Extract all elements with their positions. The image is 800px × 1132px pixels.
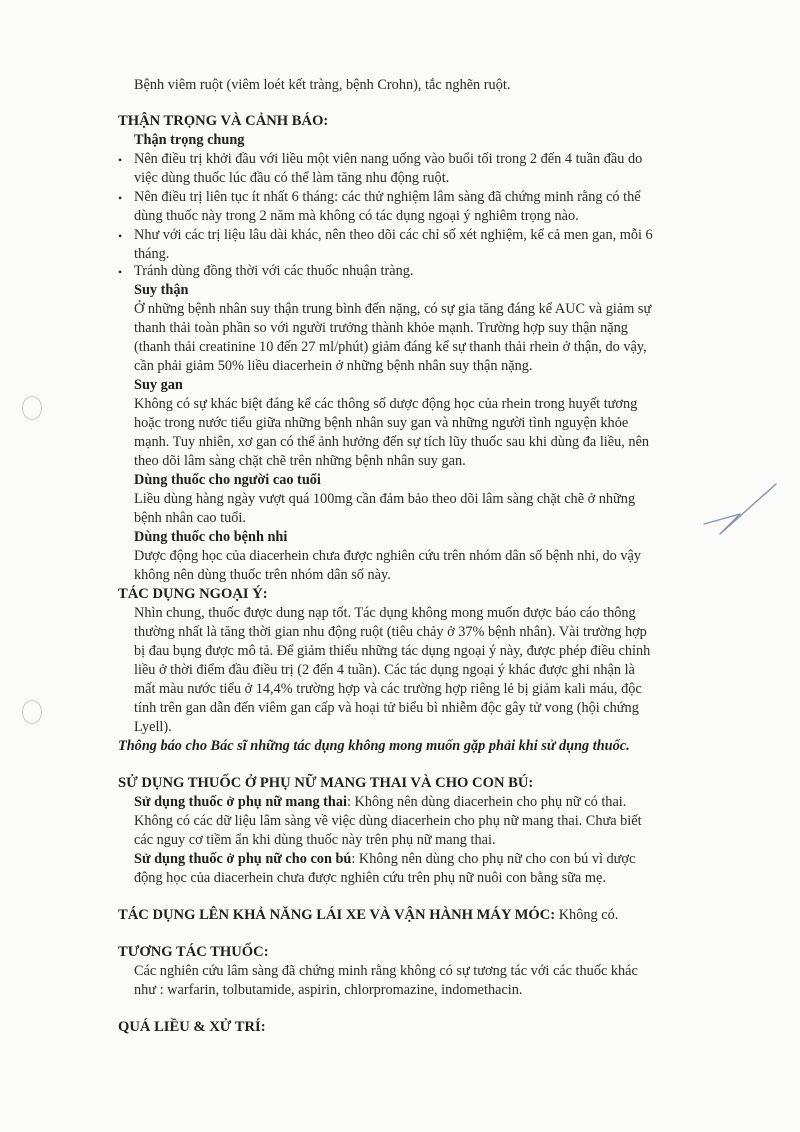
paragraph-line: hoặc trong nước tiểu giữa những bệnh nhân suy gan và những người tình nguyện khỏe (134, 415, 629, 431)
paragraph-line: tính trên gan dẫn đến viêm gan cấp và hoại tử biểu bì nhiễm độc gây tử vong (hội chứng (134, 700, 639, 716)
bullet-text: việc dùng thuốc lúc đầu có thể làm tăng nhu động ruột. (134, 170, 450, 186)
paragraph-line: mạnh. Tuy nhiên, xơ gan có thể ảnh hưởng đến sự tích lũy thuốc sau khi dùng đa liều, nên (134, 434, 650, 450)
section-heading-driving: TÁC DỤNG LÊN KHẢ NĂNG LÁI XE VÀ VẬN HÀNH MÁY MÓC: (118, 907, 556, 923)
paragraph-line: theo dõi lâm sàng chặt chẽ trên những bệnh nhân suy gan. (134, 453, 466, 469)
paragraph-line: thanh thải toàn phần so với người trưởng thành khỏe mạnh. Trường hợp suy thận nặng (134, 320, 628, 336)
paragraph-line: Dược động học của diacerhein chưa được nghiên cứu trên nhóm dân số bệnh nhi, do vậy (134, 548, 642, 564)
contraindication-line: Bệnh viêm ruột (viêm loét kết tràng, bệnh Crohn), tắc nghẽn ruột. (134, 77, 511, 93)
lactation-label: Sử dụng thuốc ở phụ nữ cho con bú (134, 851, 352, 867)
subheading-general: Thận trọng chung (134, 132, 245, 148)
section-heading-interactions: TƯƠNG TÁC THUỐC: (118, 944, 269, 960)
subheading-pediatric: Dùng thuốc cho bệnh nhi (134, 529, 288, 545)
paragraph-line: Không có các dữ liệu lâm sàng về việc dùng diacerhein cho phụ nữ mang thai. Chưa biết (134, 813, 642, 829)
subheading-renal: Suy thận (134, 282, 189, 298)
section-heading-adverse: TÁC DỤNG NGOẠI Ý: (118, 586, 268, 602)
paragraph-line: cần phải giảm 50% liều diacerhein ở những bệnh nhân suy thận nặng. (134, 358, 533, 374)
paragraph-line: không nên dùng thuốc trên nhóm dân số này. (134, 567, 391, 583)
bullet-icon: • (118, 265, 123, 279)
driving-line (118, 906, 618, 925)
bullet-text: tháng. (134, 246, 170, 262)
bullet-text: Tránh dùng đồng thời với các thuốc nhuận tràng. (134, 263, 414, 279)
paragraph-line: Liều dùng hàng ngày vượt quá 100mg cần đảm bảo theo dõi lâm sàng chặt chẽ ở những (134, 491, 636, 507)
bullet-text: Nên điều trị liên tục ít nhất 6 tháng: các thử nghiệm lâm sàng đã chứng minh rằng có thể (134, 189, 641, 205)
bullet-icon: • (118, 153, 123, 167)
subheading-hepatic: Suy gan (134, 377, 183, 393)
adverse-notice: Thông báo cho Bác sĩ những tác dụng không mong muốn gặp phải khi sử dụng thuốc. (118, 738, 630, 754)
paragraph-line: liều ở thời điểm đầu điều trị (2 đến 4 tuần). Các tác dụng ngoại ý khác được ghi nhận là (134, 662, 635, 678)
bullet-text: dùng thuốc này trong 2 năm mà không có tác dụng ngoại ý nghiêm trọng nào. (134, 208, 579, 224)
subheading-elderly: Dùng thuốc cho người cao tuổi (134, 472, 321, 488)
pen-mark-icon (700, 480, 780, 540)
paragraph-line: Không có sự khác biệt đáng kể các thông số dược động học của rhein trong huyết tương (134, 396, 638, 412)
bullet-icon: • (118, 191, 123, 205)
paragraph-line: Nhìn chung, thuốc được dung nạp tốt. Tác dụng không mong muốn được báo cáo thông (134, 605, 636, 621)
paragraph-line: động học của diacerhein chưa được nghiên cứu trên phụ nữ nuôi con bằng sữa mẹ. (134, 870, 606, 886)
paragraph-line: (thanh thải creatinine 10 đến 27 ml/phút) giảm đáng kể sự thanh thải rhein ở thận, do vậy, (134, 339, 647, 355)
section-heading-precautions: THẬN TRỌNG VÀ CẢNH BÁO: (118, 113, 329, 129)
paragraph-line: bị đau bụng được mô tả. Để giảm thiểu những tác dụng ngoại ý này, được phép điều chỉnh (134, 643, 651, 659)
paragraph-line: bệnh nhân cao tuổi. (134, 510, 246, 526)
paragraph-line: Lyell). (134, 719, 172, 735)
paragraph-line: như : warfarin, tolbutamide, aspirin, chlorpromazine, indomethacin. (134, 982, 523, 998)
bullet-text: Nên điều trị khởi đầu với liều một viên nang uống vào buổi tối trong 2 đến 4 tuần đầu do (134, 151, 643, 167)
paragraph-line (134, 850, 635, 869)
paragraph-line (134, 793, 626, 812)
paragraph-line: mất màu nước tiểu ở 14,4% trường hợp và các trường hợp riêng lẻ bị giảm kali máu, độc (134, 681, 642, 697)
paragraph-line: thường nhất là tăng thời gian nhu động ruột (tiêu chảy ở 37% bệnh nhân). Vài trường hợp (134, 624, 647, 640)
pregnancy-label: Sử dụng thuốc ở phụ nữ mang thai (134, 794, 348, 810)
pregnancy-text: : Không nên dùng diacerhein cho phụ nữ có thai. (347, 794, 627, 810)
section-heading-pregnancy: SỬ DỤNG THUỐC Ở PHỤ NỮ MANG THAI VÀ CHO CON BÚ: (118, 775, 534, 791)
bullet-icon: • (118, 229, 123, 243)
punch-hole-icon (22, 700, 42, 724)
paragraph-line: Ở những bệnh nhân suy thận trung bình đến nặng, có sự gia tăng đáng kể AUC và giảm sự (134, 301, 652, 317)
punch-hole-icon (22, 396, 42, 420)
lactation-text: : Không nên dùng cho phụ nữ cho con bú vì dược (351, 851, 636, 867)
paragraph-line: các nguy cơ tiềm ẩn khi dùng thuốc này trên phụ nữ mang thai. (134, 832, 496, 848)
bullet-text: Như với các trị liệu lâu dài khác, nên theo dõi các chỉ số xét nghiệm, kể cả men gan, mỗi 6 (134, 227, 653, 243)
paragraph-line: Các nghiên cứu lâm sàng đã chứng minh rằng không có sự tương tác với các thuốc khác (134, 963, 638, 979)
section-heading-overdose: QUÁ LIỀU & XỬ TRÍ: (118, 1019, 266, 1035)
driving-value: Không có. (555, 907, 619, 923)
